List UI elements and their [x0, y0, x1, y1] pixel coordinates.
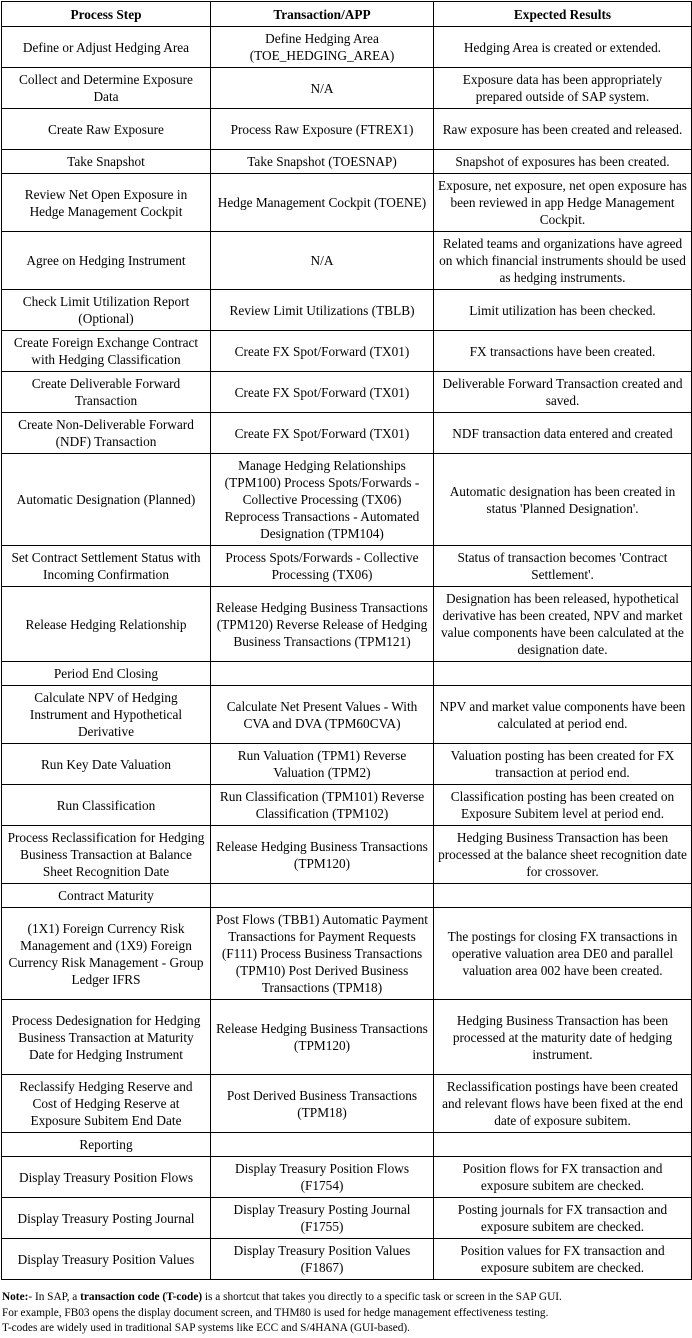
process-step-cell: Take Snapshot: [2, 150, 211, 174]
process-step-cell: Process Reclassification for Hedging Business Transaction at Balance Sheet Recognition Date: [2, 826, 211, 884]
transaction-cell: Process Spots/Forwards - Collective Processing (TX06): [211, 546, 434, 587]
process-table-container: [1, 1, 691, 1280]
header-transaction-app: Transaction/APP: [211, 2, 434, 27]
process-step-cell: Collect and Determine Exposure Data: [2, 68, 211, 109]
process-step-cell: Agree on Hedging Instrument: [2, 232, 211, 290]
process-step-cell: Set Contract Settlement Status with Incoming Confirmation: [2, 546, 211, 587]
table-row: [2, 68, 692, 109]
expected-result-cell: Snapshot of exposures has been created.: [434, 150, 692, 174]
header-process-step: Process Step: [2, 2, 211, 27]
expected-result-cell: Position flows for FX transaction and exposure subitem are checked.: [434, 1157, 692, 1198]
table-row: [2, 413, 692, 454]
expected-result-cell: Related teams and organizations have agreed on which financial instruments should be used as hedging instruments.: [434, 232, 692, 290]
table-row: [2, 290, 692, 331]
table-row: [2, 1239, 692, 1280]
footnote-line-3: T-codes are widely used in traditional SAP systems like ECC and S/4HANA (GUI-based).: [2, 1322, 410, 1334]
table-row: [2, 785, 692, 826]
footnote-line-1: [2, 1290, 690, 1306]
footnote-text-a: - In SAP, a: [28, 1291, 81, 1303]
process-step-cell: Run Classification: [2, 785, 211, 826]
process-step-cell: Automatic Designation (Planned): [2, 454, 211, 546]
process-step-cell: Check Limit Utilization Report (Optional): [2, 290, 211, 331]
table-row: [2, 1157, 692, 1198]
expected-result-cell: FX transactions have been created.: [434, 331, 692, 372]
process-step-cell: Define or Adjust Hedging Area: [2, 27, 211, 68]
footnote-label: Note:: [2, 1291, 29, 1303]
process-step-cell: Contract Maturity: [2, 884, 211, 908]
header-expected-results: Expected Results: [434, 2, 692, 27]
transaction-cell: Run Valuation (TPM1) Reverse Valuation (TPM2): [211, 744, 434, 785]
table-row: [2, 744, 692, 785]
transaction-cell: Hedge Management Cockpit (TOENE): [211, 174, 434, 232]
process-step-cell: Create Non-Deliverable Forward (NDF) Transaction: [2, 413, 211, 454]
table-row: [2, 1075, 692, 1133]
expected-result-cell: Valuation posting has been created for FX transaction at period end.: [434, 744, 692, 785]
process-step-cell: Create Raw Exposure: [2, 109, 211, 150]
transaction-cell: Create FX Spot/Forward (TX01): [211, 331, 434, 372]
expected-result-cell: Designation has been released, hypothetical derivative has been created, NPV and market value components have been calculated at the designation date.: [434, 587, 692, 662]
transaction-cell: Release Hedging Business Transactions (TPM120) Reverse Release of Hedging Business Transactions (TPM121): [211, 587, 434, 662]
transaction-cell: Display Treasury Posting Journal (F1755): [211, 1198, 434, 1239]
transaction-cell: Release Hedging Business Transactions (TPM120): [211, 826, 434, 884]
transaction-cell: Define Hedging Area (TOE_HEDGING_AREA): [211, 27, 434, 68]
process-step-cell: Period End Closing: [2, 662, 211, 686]
expected-result-cell: NDF transaction data entered and created: [434, 413, 692, 454]
table-row: [2, 372, 692, 413]
transaction-cell: Process Raw Exposure (FTREX1): [211, 109, 434, 150]
table-row: [2, 546, 692, 587]
transaction-cell: Calculate Net Present Values - With CVA and DVA (TPM60CVA): [211, 686, 434, 744]
process-step-cell: Calculate NPV of Hedging Instrument and Hypothetical Derivative: [2, 686, 211, 744]
footnote-tcode-term: transaction code (T-code): [80, 1291, 203, 1303]
table-row: [2, 662, 692, 686]
expected-result-cell: Limit utilization has been checked.: [434, 290, 692, 331]
table-row: [2, 1000, 692, 1075]
expected-result-cell: Hedging Area is created or extended.: [434, 27, 692, 68]
expected-result-cell: Deliverable Forward Transaction created and saved.: [434, 372, 692, 413]
expected-result-cell: Raw exposure has been created and released.: [434, 109, 692, 150]
table-header: [2, 2, 692, 27]
transaction-cell: Post Derived Business Transactions (TPM18): [211, 1075, 434, 1133]
transaction-cell: Create FX Spot/Forward (TX01): [211, 413, 434, 454]
expected-result-cell: Classification posting has been created on Exposure Subitem level at period end.: [434, 785, 692, 826]
transaction-cell: Manage Hedging Relationships (TPM100) Process Spots/Forwards - Collective Processing (TX06) Reprocess Transactions - Automated Designation (TPM104): [211, 454, 434, 546]
process-step-cell: Create Deliverable Forward Transaction: [2, 372, 211, 413]
transaction-cell: Post Flows (TBB1) Automatic Payment Transactions for Payment Requests (F111) Process Business Transactions (TPM10) Post Derived Business Transactions (TPM18): [211, 908, 434, 1000]
table-row: [2, 454, 692, 546]
transaction-cell: N/A: [211, 232, 434, 290]
transaction-cell: N/A: [211, 68, 434, 109]
process-step-cell: Display Treasury Posting Journal: [2, 1198, 211, 1239]
table-row: [2, 150, 692, 174]
process-step-cell: Display Treasury Position Values: [2, 1239, 211, 1280]
transaction-cell: Release Hedging Business Transactions (TPM120): [211, 1000, 434, 1075]
process-step-cell: Create Foreign Exchange Contract with Hedging Classification: [2, 331, 211, 372]
expected-result-cell: Exposure data has been appropriately prepared outside of SAP system.: [434, 68, 692, 109]
table-row: [2, 27, 692, 68]
expected-result-cell: Hedging Business Transaction has been processed at the balance sheet recognition date for crossover.: [434, 826, 692, 884]
expected-result-cell: NPV and market value components have been calculated at period end.: [434, 686, 692, 744]
table-body: [2, 27, 692, 1280]
expected-result-cell: [434, 884, 692, 908]
expected-result-cell: [434, 662, 692, 686]
process-step-cell: Release Hedging Relationship: [2, 587, 211, 662]
expected-result-cell: Automatic designation has been created in status 'Planned Designation'.: [434, 454, 692, 546]
expected-result-cell: Exposure, net exposure, net open exposure has been reviewed in app Hedge Management Cockpit.: [434, 174, 692, 232]
table-row: [2, 587, 692, 662]
transaction-cell: [211, 662, 434, 686]
expected-result-cell: Reclassification postings have been created and relevant flows have been fixed at the end date of exposure subitem.: [434, 1075, 692, 1133]
transaction-cell: Take Snapshot (TOESNAP): [211, 150, 434, 174]
expected-result-cell: Posting journals for FX transaction and exposure subitem are checked.: [434, 1198, 692, 1239]
expected-result-cell: Position values for FX transaction and exposure subitem are checked.: [434, 1239, 692, 1280]
table-row: [2, 109, 692, 150]
table-row: [2, 1198, 692, 1239]
table-row: [2, 908, 692, 1000]
table-row: [2, 826, 692, 884]
transaction-cell: Create FX Spot/Forward (TX01): [211, 372, 434, 413]
transaction-cell: Run Classification (TPM101) Reverse Classification (TPM102): [211, 785, 434, 826]
process-step-cell: (1X1) Foreign Currency Risk Management and (1X9) Foreign Currency Risk Management - Group Ledger IFRS: [2, 908, 211, 1000]
table-row: [2, 1133, 692, 1157]
process-step-cell: Display Treasury Position Flows: [2, 1157, 211, 1198]
expected-result-cell: The postings for closing FX transactions in operative valuation area DE0 and parallel valuation area 002 have been created.: [434, 908, 692, 1000]
footnote-text-b: is a shortcut that takes you directly to a specific task or screen in the SAP GUI.: [202, 1291, 562, 1303]
process-step-cell: Process Dedesignation for Hedging Business Transaction at Maturity Date for Hedging Instrument: [2, 1000, 211, 1075]
process-steps-table: [1, 1, 692, 1280]
process-step-cell: Review Net Open Exposure in Hedge Management Cockpit: [2, 174, 211, 232]
expected-result-cell: Hedging Business Transaction has been processed at the maturity date of hedging instrument.: [434, 1000, 692, 1075]
process-step-cell: Reporting: [2, 1133, 211, 1157]
transaction-cell: Display Treasury Position Flows (F1754): [211, 1157, 434, 1198]
footnote-line-2: For example, FB03 opens the display document screen, and THM80 is used for hedge management effectiveness testing.: [2, 1306, 549, 1319]
process-step-cell: Run Key Date Valuation: [2, 744, 211, 785]
transaction-cell: Display Treasury Position Values (F1867): [211, 1239, 434, 1280]
table-row: [2, 232, 692, 290]
transaction-cell: [211, 884, 434, 908]
transaction-cell: [211, 1133, 434, 1157]
expected-result-cell: Status of transaction becomes 'Contract Settlement'.: [434, 546, 692, 587]
process-step-cell: Reclassify Hedging Reserve and Cost of Hedging Reserve at Exposure Subitem End Date: [2, 1075, 211, 1133]
header-row: [2, 2, 692, 27]
expected-result-cell: [434, 1133, 692, 1157]
table-row: [2, 686, 692, 744]
table-row: [2, 884, 692, 908]
table-row: [2, 174, 692, 232]
transaction-cell: Review Limit Utilizations (TBLB): [211, 290, 434, 331]
table-row: [2, 331, 692, 372]
footnote: [2, 1290, 690, 1337]
